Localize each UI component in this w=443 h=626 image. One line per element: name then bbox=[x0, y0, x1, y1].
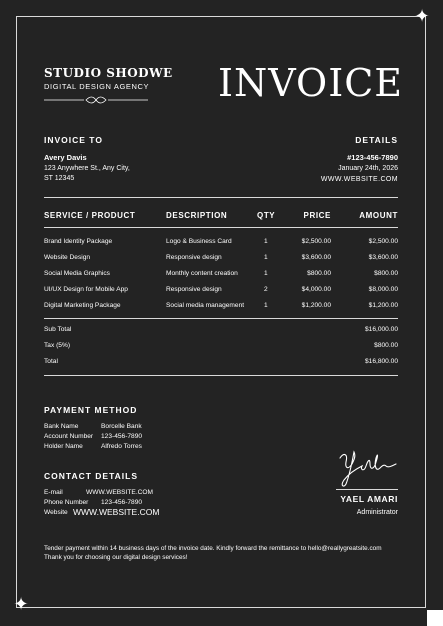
contact-details-heading: CONTACT DETAILS bbox=[44, 471, 139, 481]
details-heading: DETAILS bbox=[355, 135, 398, 145]
bank-name-label: Bank Name bbox=[44, 423, 79, 430]
total-label: Total bbox=[44, 358, 58, 365]
signatory-role: Administrator bbox=[356, 509, 398, 516]
email-value: WWW.WEBSITE.COM bbox=[86, 489, 154, 496]
phone-label: Phone Number bbox=[44, 499, 89, 506]
sparkle-icon-top-right: ✦ bbox=[414, 6, 430, 27]
row-description: Responsive design bbox=[166, 286, 222, 293]
payment-method-heading: PAYMENT METHOD bbox=[44, 405, 138, 415]
row-description: Logo & Business Card bbox=[166, 238, 232, 245]
row-price: $2,500.00 bbox=[301, 238, 331, 245]
signature-line bbox=[336, 489, 398, 490]
row-service: Brand Identity Package bbox=[44, 238, 113, 245]
col-header-description: DESCRIPTION bbox=[166, 211, 228, 220]
row-qty: 1 bbox=[264, 270, 268, 277]
invoice-number: #123-456-7890 bbox=[347, 153, 398, 162]
details-website: WWW.WEBSITE.COM bbox=[320, 176, 398, 183]
row-amount: $800.00 bbox=[374, 270, 398, 277]
row-price: $4,000.00 bbox=[301, 286, 331, 293]
row-price: $3,600.00 bbox=[301, 254, 331, 261]
ornament-divider-icon bbox=[44, 95, 148, 105]
row-amount: $1,200.00 bbox=[368, 302, 398, 309]
footer-payment-note: Tender payment within 14 business days of the invoice date. Kindly forward the remittance to hello@reallygreatsite.com bbox=[44, 545, 382, 552]
divider-top bbox=[44, 197, 398, 198]
row-amount: $2,500.00 bbox=[368, 238, 398, 245]
bank-name-value: Borcelle Bank bbox=[101, 423, 142, 430]
tax-value: $800.00 bbox=[374, 342, 398, 349]
row-amount: $8,000.00 bbox=[368, 286, 398, 293]
row-qty: 1 bbox=[264, 254, 268, 261]
account-number-value: 123-456-7890 bbox=[101, 433, 143, 440]
total-value: $16,800.00 bbox=[364, 358, 398, 365]
col-header-amount: AMOUNT bbox=[359, 211, 398, 220]
col-header-price: PRICE bbox=[303, 211, 331, 220]
footer-thank-you: Thank you for choosing our digital design services! bbox=[44, 554, 188, 561]
holder-name-label: Holder Name bbox=[44, 443, 83, 450]
invoice-to-heading: INVOICE TO bbox=[44, 135, 103, 145]
holder-name-value: Alfredo Torres bbox=[101, 443, 142, 450]
row-qty: 1 bbox=[264, 238, 268, 245]
tax-label: Tax (5%) bbox=[44, 342, 71, 349]
row-qty: 2 bbox=[264, 286, 268, 293]
website-label: Website bbox=[44, 509, 68, 516]
divider-totals bbox=[44, 375, 398, 376]
row-description: Monthly content creation bbox=[166, 270, 238, 277]
invoice-title: INVOICE bbox=[218, 61, 404, 105]
col-header-qty: QTY bbox=[257, 211, 276, 220]
row-service: UI/UX Design for Mobile App bbox=[44, 286, 128, 293]
row-service: Digital Marketing Package bbox=[44, 302, 121, 309]
signature-icon bbox=[336, 448, 398, 490]
email-label: E-mail bbox=[44, 489, 63, 496]
client-address-line2: ST 12345 bbox=[44, 175, 75, 182]
company-name: STUDIO SHODWE bbox=[44, 66, 173, 80]
row-price: $1,200.00 bbox=[301, 302, 331, 309]
col-header-service: SERVICE / PRODUCT bbox=[44, 211, 136, 220]
divider-table-header bbox=[44, 227, 398, 228]
row-description: Social media management bbox=[166, 302, 245, 309]
client-address-line1: 123 Anywhere St., Any City, bbox=[44, 165, 130, 172]
corner-square-decoration bbox=[427, 610, 443, 626]
phone-value: 123-456-7890 bbox=[101, 499, 143, 506]
invoice-date: January 24th, 2026 bbox=[338, 165, 398, 172]
account-number-label: Account Number bbox=[44, 433, 94, 440]
sparkle-icon-bottom-left: ✦ bbox=[13, 594, 29, 615]
subtotal-label: Sub Total bbox=[44, 326, 72, 333]
client-name: Avery Davis bbox=[44, 153, 87, 162]
signatory-name: YAEL AMARI bbox=[340, 494, 398, 504]
row-service: Social Media Graphics bbox=[44, 270, 110, 277]
subtotal-value: $16,000.00 bbox=[364, 326, 398, 333]
divider-table-bottom bbox=[44, 318, 398, 319]
website-value: WWW.WEBSITE.COM bbox=[73, 507, 160, 517]
row-description: Responsive design bbox=[166, 254, 222, 261]
company-tagline: DIGITAL DESIGN AGENCY bbox=[44, 82, 150, 91]
row-amount: $3,600.00 bbox=[368, 254, 398, 261]
row-service: Website Design bbox=[44, 254, 91, 261]
row-price: $800.00 bbox=[307, 270, 331, 277]
row-qty: 1 bbox=[264, 302, 268, 309]
